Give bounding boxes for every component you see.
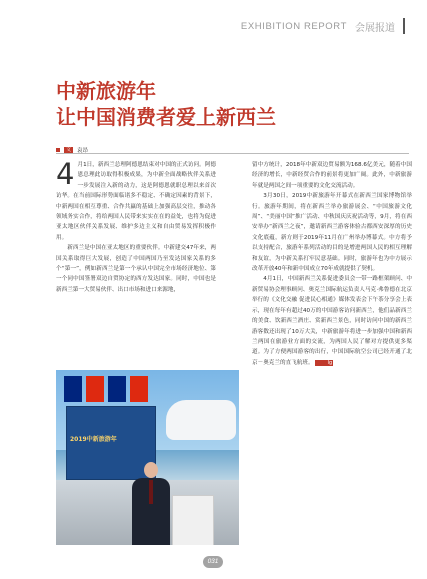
podium <box>172 495 214 545</box>
section-label-en: EXHIBITION REPORT <box>240 20 347 32</box>
paragraph: 留中方统计，2018年中新双边贸易额为168.6亿美元，随着中国经济的增长，中新经贸合作的前景将更加广阔。此外，中新旅游年就是两国之间一项重要的文化交流活动。 <box>252 162 412 189</box>
byline-label: 文 <box>66 146 72 153</box>
byline-marker <box>56 148 60 152</box>
end-mark: Ig <box>315 360 333 366</box>
article-column-right <box>252 160 412 368</box>
page-number: 031 <box>203 556 223 568</box>
paragraph-text: 4月1日，中国新西兰关系促进委员会一带一路框架顾问、中新贸易协会理事顾问、奥克兰国际航运负责人马克·弗鲁德在北京举行的《文化交融 促进民心相通》媒体发表会下午茶分享会上表示，现在每年有超过40万的中国游客访问新西兰，他们品新西兰的美食、饮新西兰酒庄、赏新西兰景色，同时访问中国的新西兰游客数还出现了10万大关，中新旅游年将进一步加强中国和新西兰两国在旅游业方面的交流，为两国人民了解对方提供更多渠道。为了方便两国游客的出行，中国国际航空公司已经开通了北京－奥克兰的直飞航班。 <box>252 276 412 366</box>
title-divider <box>56 153 409 154</box>
flag-icon <box>86 376 104 402</box>
banner-text: 2019中新旅游年 <box>70 436 117 443</box>
paragraph: 新西兰是中国在亚太地区的重要伙伴。中新建交47年来，两国关系取得巨大发展，创造了中国两国乃至发达国家关系的多个“第一”，例如新西兰是第一个承认中国完全市场经济地位、第一个同中国签署双边自贸协定的西方发达国家。同时，中国也是新西兰第一大贸易伙伴、出口市场和进口来源地， <box>56 245 216 293</box>
speaker-tie <box>149 480 153 504</box>
paragraph <box>252 274 412 368</box>
flag-icon <box>108 376 126 402</box>
page-header <box>241 18 405 34</box>
event-banner <box>66 406 156 480</box>
event-photo <box>56 370 239 545</box>
header-bar <box>403 18 405 34</box>
flag-icon <box>64 376 82 402</box>
paragraph <box>56 157 216 243</box>
title-line-1: 中新旅游年 <box>56 79 156 103</box>
paragraph: 3月30日，2019中新旅游年开幕式在新西兰国家博物馆举行。旅游年期间，将在新西兰举办旅游展会、“中国旅游文化周”、“美丽中国”推广活动、中秋国庆庆祝活动等，9月，将在西安举办“新西兰之夜”，邀请新西兰游客体验古都西安深厚的历史文化底蕴，新方则于2019年11月在广州举办博幕式。中方将予以支持配合，旅游年系列活动的目的是增进两国人民的相互理解和友谊，为中新关系打牢民意基础。同时，旅游年也为中方展示改革开放40年和新中国成立70年成就提供了契机。 <box>252 193 412 273</box>
drop-cap: 4 <box>56 157 75 191</box>
title-line-2: 让中国消费者爱上新西兰 <box>56 105 276 129</box>
article-title <box>56 78 276 130</box>
flag-icon <box>130 376 148 402</box>
paragraph-text: 月1日，新西兰总理阿德恩结束对中国的正式访问。阿德恩总理此访取得积极成果，为中新全面战略伙伴关系进一步发展注入新的动力，这是阿德恩就职总理以来首次访华。在当前国际形势面临诸多不稳定、不确定因素的背景下，中新两国在相互尊重、合作共赢的基础上加强高层交往，推动各领域务实合作，将给两国人民带来实实在在的益处，也将为促进亚太地区伙伴关系发展、维护多边主义和自由贸易发挥积极作用。 <box>56 162 216 241</box>
section-label-cn: 会展报道 <box>355 22 395 34</box>
speaker-head <box>144 462 158 478</box>
byline-author: 袁昂 <box>77 148 89 154</box>
article-column-left <box>56 157 216 295</box>
seaplane-icon <box>166 400 236 440</box>
